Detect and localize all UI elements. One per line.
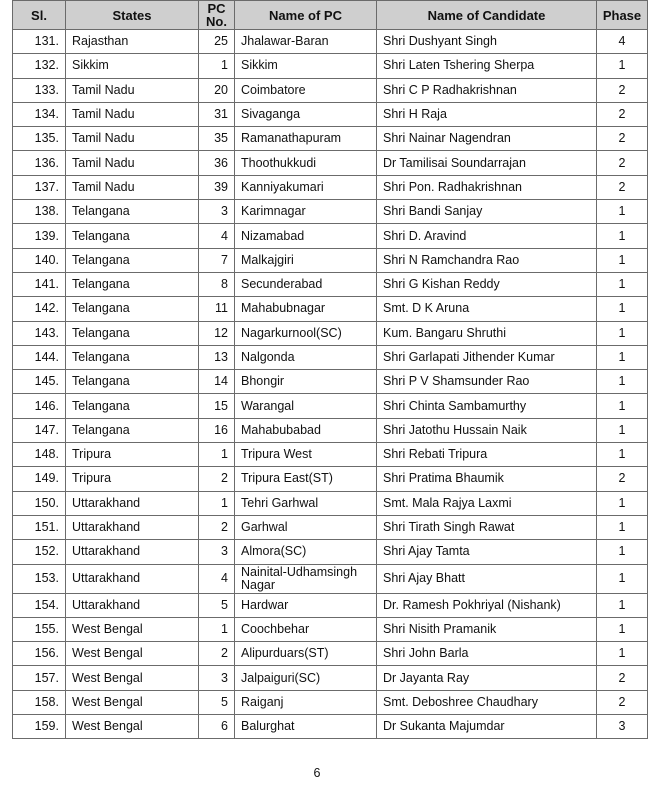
cell-state: Sikkim: [66, 54, 199, 78]
cell-pc-name: Malkajgiri: [235, 248, 377, 272]
cell-pc-name: Sikkim: [235, 54, 377, 78]
table-body: [13, 30, 648, 739]
cell-pc-name: Warangal: [235, 394, 377, 418]
cell-phase: 1: [597, 224, 648, 248]
table-row: [13, 224, 648, 248]
cell-phase: 1: [597, 272, 648, 296]
cell-pc-name: Bhongir: [235, 370, 377, 394]
cell-sl: 133.: [13, 78, 66, 102]
cell-pc-name: Nalgonda: [235, 345, 377, 369]
cell-pc-no: 25: [199, 30, 235, 54]
table-row: [13, 394, 648, 418]
cell-pc-name: Nizamabad: [235, 224, 377, 248]
cell-candidate: Shri Chinta Sambamurthy: [377, 394, 597, 418]
cell-sl: 158.: [13, 690, 66, 714]
cell-pc-no: 12: [199, 321, 235, 345]
cell-candidate: Dr Sukanta Majumdar: [377, 715, 597, 739]
cell-candidate: Smt. Mala Rajya Laxmi: [377, 491, 597, 515]
cell-sl: 156.: [13, 642, 66, 666]
cell-pc-name: Sivaganga: [235, 102, 377, 126]
cell-sl: 150.: [13, 491, 66, 515]
cell-phase: 1: [597, 491, 648, 515]
cell-pc-name: Balurghat: [235, 715, 377, 739]
cell-pc-no: 3: [199, 200, 235, 224]
cell-phase: 1: [597, 443, 648, 467]
cell-pc-name: Thoothukkudi: [235, 151, 377, 175]
table-row: [13, 642, 648, 666]
cell-pc-no: 35: [199, 127, 235, 151]
header-sl: Sl.: [13, 1, 66, 30]
cell-pc-no: 13: [199, 345, 235, 369]
cell-state: Telangana: [66, 248, 199, 272]
header-pc-name: Name of PC: [235, 1, 377, 30]
cell-state: Telangana: [66, 370, 199, 394]
cell-sl: 145.: [13, 370, 66, 394]
cell-pc-name: Mahabubnagar: [235, 297, 377, 321]
cell-candidate: Shri Rebati Tripura: [377, 443, 597, 467]
cell-pc-name: Hardwar: [235, 593, 377, 617]
table-header-row: [13, 1, 648, 30]
cell-state: Tamil Nadu: [66, 151, 199, 175]
table-row: [13, 418, 648, 442]
cell-pc-name: Coochbehar: [235, 617, 377, 641]
cell-candidate: Shri Garlapati Jithender Kumar: [377, 345, 597, 369]
document-page: [12, 0, 642, 780]
cell-pc-name: Raiganj: [235, 690, 377, 714]
cell-phase: 2: [597, 666, 648, 690]
cell-pc-no: 5: [199, 593, 235, 617]
cell-pc-no: 2: [199, 642, 235, 666]
table-row: [13, 297, 648, 321]
cell-phase: 2: [597, 151, 648, 175]
cell-sl: 155.: [13, 617, 66, 641]
cell-phase: 1: [597, 617, 648, 641]
cell-state: Telangana: [66, 321, 199, 345]
cell-state: Tamil Nadu: [66, 78, 199, 102]
cell-phase: 1: [597, 297, 648, 321]
cell-sl: 153.: [13, 564, 66, 593]
header-pc-no: [199, 1, 235, 30]
cell-sl: 140.: [13, 248, 66, 272]
cell-phase: 2: [597, 690, 648, 714]
cell-phase: 1: [597, 593, 648, 617]
cell-pc-no: 1: [199, 54, 235, 78]
cell-sl: 154.: [13, 593, 66, 617]
cell-sl: 159.: [13, 715, 66, 739]
cell-sl: 148.: [13, 443, 66, 467]
cell-phase: 2: [597, 127, 648, 151]
cell-pc-name: Jalpaiguri(SC): [235, 666, 377, 690]
cell-sl: 152.: [13, 540, 66, 564]
cell-pc-name: Alipurduars(ST): [235, 642, 377, 666]
cell-pc-no: 3: [199, 666, 235, 690]
cell-pc-name: Nainital-Udhamsingh Nagar: [235, 564, 377, 593]
cell-phase: 1: [597, 321, 648, 345]
cell-candidate: Kum. Bangaru Shruthi: [377, 321, 597, 345]
cell-pc-no: 11: [199, 297, 235, 321]
cell-sl: 134.: [13, 102, 66, 126]
cell-candidate: Shri John Barla: [377, 642, 597, 666]
cell-pc-no: 20: [199, 78, 235, 102]
cell-pc-no: 1: [199, 491, 235, 515]
table-row: [13, 617, 648, 641]
cell-pc-no: 5: [199, 690, 235, 714]
table-row: [13, 370, 648, 394]
cell-phase: 1: [597, 345, 648, 369]
cell-phase: 1: [597, 515, 648, 539]
candidates-table: [12, 0, 648, 739]
cell-phase: 2: [597, 102, 648, 126]
cell-pc-no: 15: [199, 394, 235, 418]
cell-state: Telangana: [66, 200, 199, 224]
table-row: [13, 30, 648, 54]
cell-candidate: Shri Jatothu Hussain Naik: [377, 418, 597, 442]
table-row: [13, 491, 648, 515]
table-row: [13, 564, 648, 593]
cell-pc-name: Almora(SC): [235, 540, 377, 564]
cell-phase: 1: [597, 540, 648, 564]
cell-state: Uttarakhand: [66, 593, 199, 617]
table-row: [13, 515, 648, 539]
header-pc-no-line2: No.: [206, 14, 227, 29]
cell-sl: 131.: [13, 30, 66, 54]
cell-phase: 1: [597, 370, 648, 394]
cell-phase: 1: [597, 564, 648, 593]
cell-candidate: Shri Ajay Bhatt: [377, 564, 597, 593]
cell-sl: 141.: [13, 272, 66, 296]
header-candidate: Name of Candidate: [377, 1, 597, 30]
table-row: [13, 321, 648, 345]
table-row: [13, 78, 648, 102]
cell-candidate: Shri G Kishan Reddy: [377, 272, 597, 296]
cell-state: Rajasthan: [66, 30, 199, 54]
cell-pc-no: 36: [199, 151, 235, 175]
cell-state: Uttarakhand: [66, 564, 199, 593]
cell-pc-name: Garhwal: [235, 515, 377, 539]
cell-state: Telangana: [66, 418, 199, 442]
cell-candidate: Dr. Ramesh Pokhriyal (Nishank): [377, 593, 597, 617]
cell-pc-no: 4: [199, 564, 235, 593]
cell-pc-no: 1: [199, 617, 235, 641]
table-row: [13, 248, 648, 272]
cell-state: Telangana: [66, 394, 199, 418]
cell-pc-name: Coimbatore: [235, 78, 377, 102]
cell-phase: 2: [597, 175, 648, 199]
cell-phase: 4: [597, 30, 648, 54]
table-row: [13, 443, 648, 467]
cell-state: West Bengal: [66, 617, 199, 641]
cell-state: Tripura: [66, 467, 199, 491]
cell-state: Telangana: [66, 297, 199, 321]
cell-pc-no: 3: [199, 540, 235, 564]
cell-state: Tamil Nadu: [66, 175, 199, 199]
cell-candidate: Shri Laten Tshering Sherpa: [377, 54, 597, 78]
cell-candidate: Shri P V Shamsunder Rao: [377, 370, 597, 394]
table-row: [13, 593, 648, 617]
cell-pc-name: Karimnagar: [235, 200, 377, 224]
cell-phase: 1: [597, 642, 648, 666]
cell-sl: 149.: [13, 467, 66, 491]
cell-sl: 151.: [13, 515, 66, 539]
cell-sl: 144.: [13, 345, 66, 369]
cell-sl: 142.: [13, 297, 66, 321]
cell-state: West Bengal: [66, 642, 199, 666]
cell-pc-no: 39: [199, 175, 235, 199]
table-row: [13, 175, 648, 199]
cell-candidate: Shri Bandi Sanjay: [377, 200, 597, 224]
table-row: [13, 272, 648, 296]
table-row: [13, 467, 648, 491]
cell-phase: 1: [597, 394, 648, 418]
page-number: 6: [313, 766, 321, 780]
cell-candidate: Shri Nainar Nagendran: [377, 127, 597, 151]
cell-candidate: Shri Nisith Pramanik: [377, 617, 597, 641]
table-row: [13, 540, 648, 564]
cell-candidate: Shri N Ramchandra Rao: [377, 248, 597, 272]
cell-pc-name: Tripura West: [235, 443, 377, 467]
cell-state: Tripura: [66, 443, 199, 467]
cell-phase: 2: [597, 78, 648, 102]
cell-pc-no: 16: [199, 418, 235, 442]
cell-state: West Bengal: [66, 690, 199, 714]
table-row: [13, 54, 648, 78]
cell-candidate: Shri Pratima Bhaumik: [377, 467, 597, 491]
cell-pc-no: 4: [199, 224, 235, 248]
cell-state: Tamil Nadu: [66, 127, 199, 151]
cell-sl: 136.: [13, 151, 66, 175]
cell-pc-name: Jhalawar-Baran: [235, 30, 377, 54]
cell-state: Uttarakhand: [66, 515, 199, 539]
cell-state: West Bengal: [66, 715, 199, 739]
cell-pc-name: Ramanathapuram: [235, 127, 377, 151]
header-states: States: [66, 1, 199, 30]
cell-pc-name: Kanniyakumari: [235, 175, 377, 199]
cell-phase: 3: [597, 715, 648, 739]
cell-candidate: Shri Tirath Singh Rawat: [377, 515, 597, 539]
cell-candidate: Smt. Deboshree Chaudhary: [377, 690, 597, 714]
cell-pc-no: 2: [199, 467, 235, 491]
cell-pc-no: 8: [199, 272, 235, 296]
cell-state: Uttarakhand: [66, 491, 199, 515]
cell-sl: 132.: [13, 54, 66, 78]
cell-candidate: Dr Jayanta Ray: [377, 666, 597, 690]
cell-phase: 2: [597, 467, 648, 491]
cell-sl: 139.: [13, 224, 66, 248]
cell-pc-name: Tehri Garhwal: [235, 491, 377, 515]
table-row: [13, 127, 648, 151]
cell-candidate: Shri C P Radhakrishnan: [377, 78, 597, 102]
table-row: [13, 151, 648, 175]
cell-candidate: Shri H Raja: [377, 102, 597, 126]
cell-pc-no: 2: [199, 515, 235, 539]
cell-pc-name: Nagarkurnool(SC): [235, 321, 377, 345]
cell-phase: 1: [597, 200, 648, 224]
header-phase: Phase: [597, 1, 648, 30]
table-row: [13, 666, 648, 690]
cell-sl: 135.: [13, 127, 66, 151]
cell-state: West Bengal: [66, 666, 199, 690]
cell-state: Tamil Nadu: [66, 102, 199, 126]
cell-phase: 1: [597, 54, 648, 78]
cell-candidate: Shri Pon. Radhakrishnan: [377, 175, 597, 199]
table-row: [13, 690, 648, 714]
cell-pc-no: 1: [199, 443, 235, 467]
cell-candidate: Shri Dushyant Singh: [377, 30, 597, 54]
cell-pc-no: 31: [199, 102, 235, 126]
cell-state: Telangana: [66, 224, 199, 248]
cell-candidate: Smt. D K Aruna: [377, 297, 597, 321]
header-pc-no-line1: PC: [207, 1, 226, 16]
cell-pc-name: Secunderabad: [235, 272, 377, 296]
cell-sl: 147.: [13, 418, 66, 442]
cell-sl: 157.: [13, 666, 66, 690]
cell-candidate: Shri D. Aravind: [377, 224, 597, 248]
table-row: [13, 102, 648, 126]
cell-candidate: Shri Ajay Tamta: [377, 540, 597, 564]
cell-sl: 137.: [13, 175, 66, 199]
cell-phase: 1: [597, 418, 648, 442]
table-row: [13, 200, 648, 224]
cell-state: Telangana: [66, 345, 199, 369]
cell-state: Uttarakhand: [66, 540, 199, 564]
cell-pc-no: 6: [199, 715, 235, 739]
cell-sl: 146.: [13, 394, 66, 418]
table-row: [13, 345, 648, 369]
cell-sl: 143.: [13, 321, 66, 345]
cell-state: Telangana: [66, 272, 199, 296]
cell-pc-no: 14: [199, 370, 235, 394]
cell-pc-name: Tripura East(ST): [235, 467, 377, 491]
table-row: [13, 715, 648, 739]
cell-candidate: Dr Tamilisai Soundarrajan: [377, 151, 597, 175]
cell-pc-name: Mahabubabad: [235, 418, 377, 442]
cell-pc-no: 7: [199, 248, 235, 272]
cell-phase: 1: [597, 248, 648, 272]
cell-sl: 138.: [13, 200, 66, 224]
